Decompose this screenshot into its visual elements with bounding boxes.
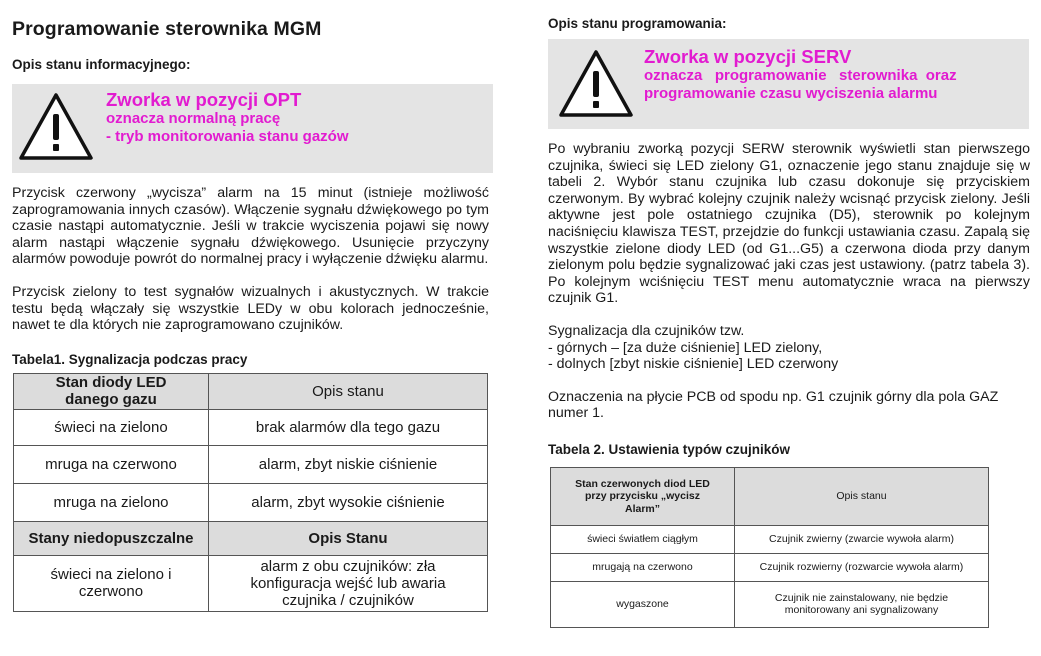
- table-cell: brak alarmów dla tego gazu: [209, 409, 488, 445]
- table-cell: Czujnik zwierny (zwarcie wywoła alarm): [735, 525, 989, 553]
- table1-subheader: [14, 521, 488, 555]
- left-column: [12, 14, 489, 612]
- warning-box-opt: [12, 84, 493, 173]
- table2-col1-header: Stan czerwonych diod LED przy przycisku „wycisz Alarm”: [551, 467, 735, 525]
- table-cell: Czujnik nie zainstalowany, nie będzie monitorowany ani sygnalizowany: [735, 581, 989, 627]
- paragraph-test-button: Przycisk zielony to test sygnałów wizualnych i akustycznych. W trakcie testu będą włączały się wszystkie LEDy w obu kolorach jednocześnie, nawet te dla których nie zaprogramowano czujników.: [12, 283, 489, 334]
- table2-caption: Tabela 2. Ustawienia typów czujników: [548, 441, 791, 457]
- warning-title: Zworka w pozycji OPT: [106, 89, 302, 110]
- table-cell: alarm, zbyt niskie ciśnienie: [209, 445, 488, 483]
- warning-icon: [558, 49, 634, 119]
- info-heading: Opis stanu informacyjnego:: [12, 57, 191, 72]
- table1-col1-header: Stan diody LED danego gazu: [14, 373, 209, 409]
- warning-box-serv: [548, 39, 1029, 129]
- table1-col2-header: Opis stanu: [209, 373, 488, 409]
- paragraph-serv-mode: Po wybraniu zworką pozycji SERW sterownik wyświetli stan pierwszego czujnika, świeci się LED zielony G1, oznaczenie jego stanu znajduje się w tabeli 2. Wybór stanu czujnika lub czasu dokonuje się przyciskiem czerwonym. By wybrać kolejny czujnik należy wcisnąć przycisk zielony. Jeśli aktywne jest pole ostatniego czujnika (D5), sterownik po kolejnym naciśnięciu klawisza TEST, przejdzie do funkcji ustawiania czasu. Zapalą się wszystkie zielone diody LED (od G1...G5) a czerwona dioda przy danym zielonym polu będzie sygnalizować jaki czas jest ustawiony. (patrz tabela 3). Po kolejnym wciśnięciu TEST menu automatycznie wraca na pierwszy czujnik G1.: [548, 141, 1030, 307]
- warning-text: [644, 47, 1024, 102]
- table1: [13, 373, 488, 612]
- signalization-line: - górnych – [za duże ciśnienie] LED zielony,: [548, 339, 823, 356]
- table1-col1b-header: Stany niedopuszczalne: [14, 521, 209, 555]
- table-cell: alarm z obu czujników: zła konfiguracja wejść lub awaria czujnika / czujników: [209, 555, 488, 611]
- warning-text: [106, 90, 349, 145]
- table-row: [551, 553, 989, 581]
- warning-icon: [18, 92, 94, 162]
- table-cell: mruga na zielono: [14, 483, 209, 521]
- paragraph-pcb: Oznaczenia na płycie PCB od spodu np. G1 czujnik górny dla pola GAZ numer 1.: [548, 388, 999, 422]
- table-cell: świeci światłem ciągłym: [551, 525, 735, 553]
- table-cell: alarm, zbyt wysokie ciśnienie: [209, 483, 488, 521]
- warning-line2: - tryb monitorowania stanu gazów: [106, 127, 349, 145]
- prog-heading: Opis stanu programowania:: [548, 16, 727, 31]
- table2: [550, 467, 989, 628]
- warning-line1: oznacza programowanie sterownika oraz: [644, 67, 957, 84]
- table-cell: mruga na czerwono: [14, 445, 209, 483]
- table-cell: mrugają na czerwono: [551, 553, 735, 581]
- signalization-block: [548, 323, 1030, 373]
- table-row: [14, 409, 488, 445]
- signalization-line: - dolnych [zbyt niskie ciśnienie] LED czerwony: [548, 356, 839, 373]
- right-column: [548, 14, 1030, 628]
- table-row: [14, 483, 488, 521]
- table-row: [14, 445, 488, 483]
- table-cell: wygaszone: [551, 581, 735, 627]
- table-row: [551, 581, 989, 627]
- table1-header: [14, 373, 488, 409]
- table-row: [14, 555, 488, 611]
- table1-col2b-header: Opis Stanu: [209, 521, 488, 555]
- warning-title: Zworka w pozycji SERV: [644, 46, 852, 67]
- table1-caption: Tabela1. Sygnalizacja podczas pracy: [12, 351, 248, 367]
- table-cell: świeci na zielono: [14, 409, 209, 445]
- table-cell: Czujnik rozwierny (rozwarcie wywoła alarm): [735, 553, 989, 581]
- warning-line2: programowanie czasu wyciszenia alarmu: [644, 84, 938, 102]
- warning-line1: oznacza normalną pracę: [106, 110, 281, 127]
- signalization-line: Sygnalizacja dla czujników tzw.: [548, 322, 745, 339]
- table2-col2-header: Opis stanu: [735, 467, 989, 525]
- table-row: [551, 525, 989, 553]
- page-title: Programowanie sterownika MGM: [12, 18, 322, 40]
- table-cell: świeci na zielono i czerwono: [14, 555, 209, 611]
- paragraph-silence-button: Przycisk czerwony „wycisza” alarm na 15 minut (istnieje możliwość zaprogramowania innych czasów). Włączenie sygnału dźwiękowego po tym czasie nastąpi automatycznie. Jeśli w trakcie wyciszenia pojawi się nowy alarm nastąpi włączenie sygnału dźwiękowego. Usunięcie przyczyny alarmów powoduje powrót do normalnej pracy i wyłączenie dźwięku alarmu.: [12, 185, 489, 268]
- table2-header: [551, 467, 989, 525]
